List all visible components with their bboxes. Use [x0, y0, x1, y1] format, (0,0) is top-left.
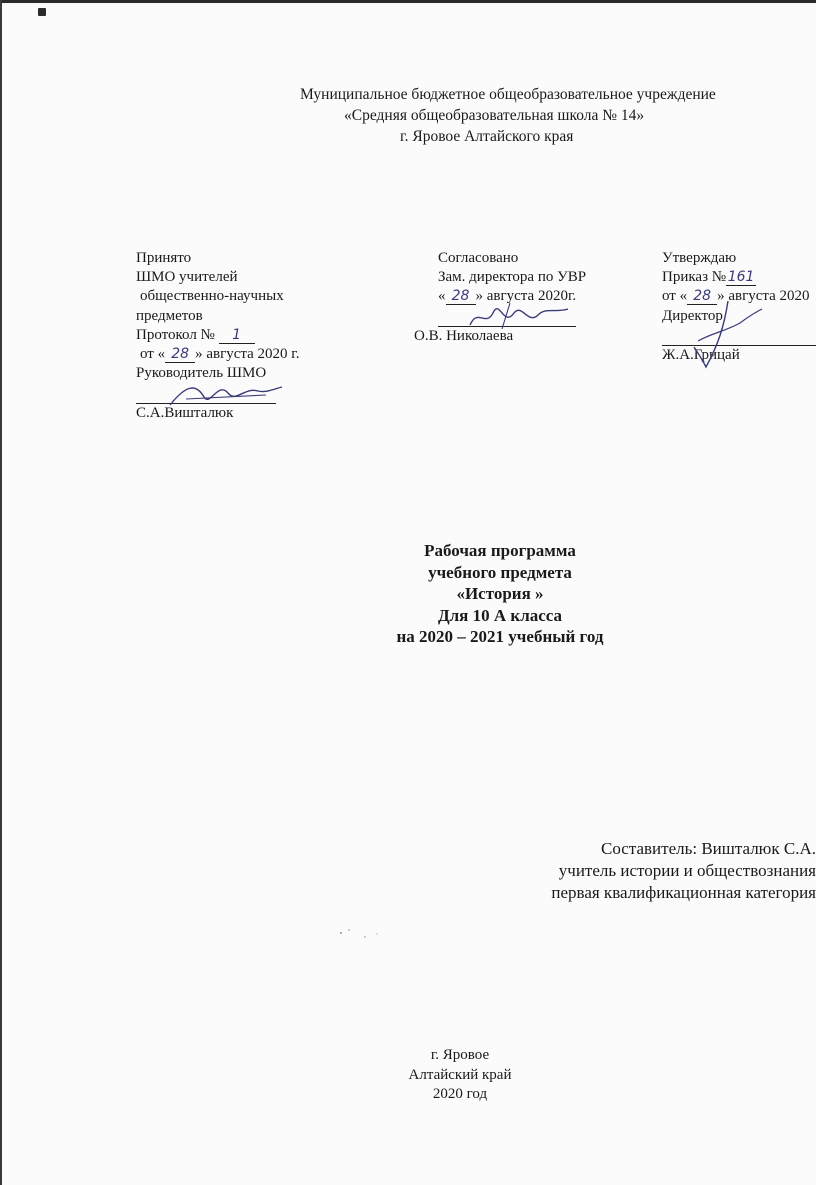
approved-date-prefix: от « [662, 288, 688, 305]
scan-edge-top [0, 0, 816, 3]
agreed-date-open: « [438, 288, 446, 305]
order-line [662, 268, 816, 287]
accepted-date-prefix: от « [140, 346, 166, 363]
approved-block [662, 249, 816, 365]
head-signature-line [136, 383, 276, 403]
agreed-date-suffix: » августа 2020г. [475, 288, 577, 305]
order-label: Приказ № [662, 269, 727, 286]
title-line-1: Рабочая программа [424, 541, 576, 560]
program-title [300, 540, 700, 648]
accepted-block [136, 249, 376, 423]
scan-mark [38, 8, 46, 16]
agreed-block [414, 249, 634, 346]
approved-date-line [662, 287, 816, 306]
accepted-date-day: 28 [165, 347, 195, 363]
author-block [456, 838, 816, 904]
agreed-title: Согласовано [438, 250, 519, 266]
approved-name: Ж.А.Грицай [662, 347, 740, 363]
scan-edge-left [0, 0, 2, 1185]
protocol-label: Протокол № [136, 326, 215, 343]
footer-region: Алтайский край [408, 1066, 512, 1083]
title-line-4: Для 10 А класса [437, 605, 563, 625]
approved-date-suffix: » августа 2020 [717, 288, 810, 305]
title-line-2: учебного предмета [428, 562, 572, 582]
footer-year: 2020 год [432, 1086, 488, 1102]
scan-specks [335, 925, 395, 945]
author-line-2: учитель истории и обществознания [558, 861, 816, 880]
accepted-title: Принято [136, 250, 192, 266]
agreed-signature-line [438, 307, 576, 327]
head-label: Руководитель ШМО [136, 365, 267, 382]
accepted-line-1: ШМО учителей [136, 269, 238, 286]
footer-city: г. Яровое [430, 1047, 490, 1063]
head-name: С.А.Вишталюк [136, 404, 234, 421]
author-line-1: Составитель: Вишталюк С.А. [601, 839, 816, 858]
title-line-5: на 2020 – 2021 учебный год [396, 627, 604, 646]
footer-block [360, 1046, 560, 1105]
agreed-date-line [414, 287, 634, 306]
header-line-3: г. Яровое Алтайского края [400, 128, 574, 145]
accepted-line-3: предметов [136, 307, 203, 324]
accepted-line-2: общественно-научных [140, 288, 284, 305]
protocol-number: 1 [219, 328, 255, 344]
accepted-date-suffix: » августа 2020 г. [195, 346, 300, 363]
author-line-3: первая квалификационная категория [551, 883, 816, 902]
header-line-1: Муниципальное бюджетное общеобразовательное учреждение [300, 86, 716, 103]
accepted-date-line [136, 345, 376, 364]
agreed-name: О.В. Николаева [414, 327, 514, 344]
header-line-2: «Средняя общеобразовательная школа № 14» [344, 107, 645, 124]
agreed-date-day: 28 [446, 289, 476, 305]
approved-position: Директор [662, 307, 723, 324]
order-number: 161 [727, 269, 755, 286]
school-header [300, 84, 800, 147]
approved-date-day: 28 [687, 289, 717, 305]
agreed-position: Зам. директора по УВР [438, 269, 587, 286]
approved-signature-line [662, 326, 816, 346]
approved-title: Утверждаю [662, 250, 737, 266]
title-line-3: «История » [456, 584, 544, 603]
protocol-line [136, 326, 376, 345]
